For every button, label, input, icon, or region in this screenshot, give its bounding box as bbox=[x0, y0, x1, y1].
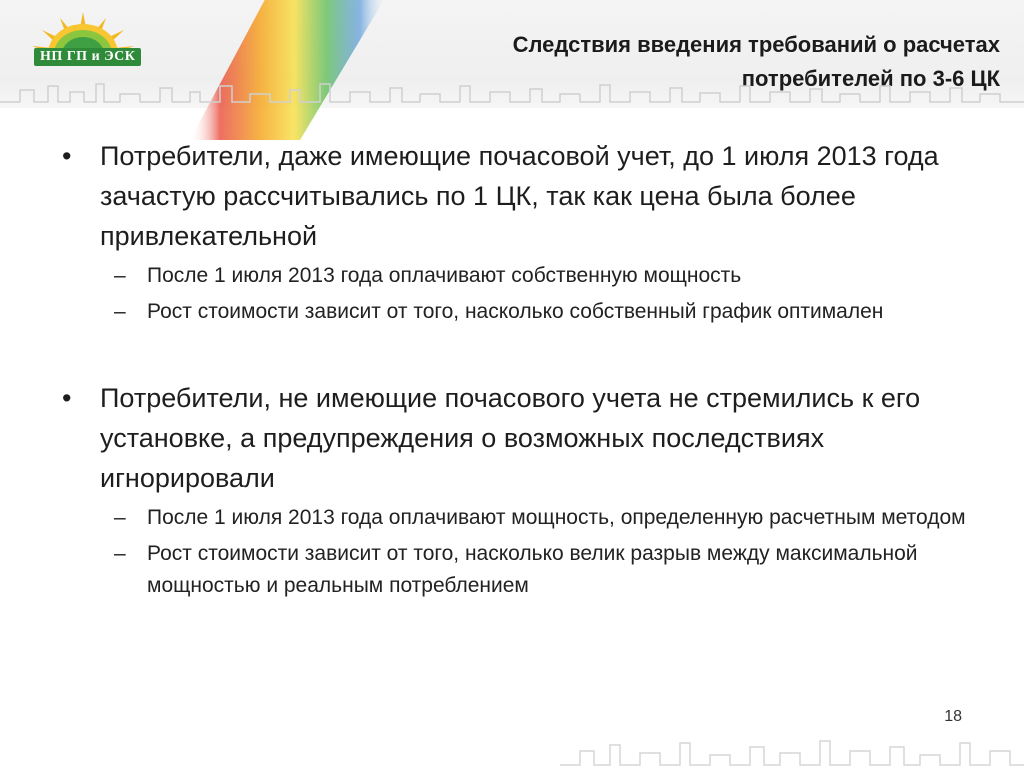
sub-bullet-item bbox=[62, 296, 982, 328]
dash-marker: – bbox=[114, 264, 126, 287]
slide-header bbox=[0, 0, 1024, 108]
title-line-1: Следствия введения требований о расчетах bbox=[512, 32, 1000, 57]
sub-bullet-text: После 1 июля 2013 года оплачивают собственную мощность bbox=[147, 264, 742, 287]
sub-bullet-item bbox=[62, 260, 982, 292]
bullet-text: Потребители, не имеющие почасового учета не стремились к его установке, а предупреждения о возможных последствиях игнорировали bbox=[100, 383, 921, 493]
title-line-2: потребителей по 3-6 ЦК bbox=[741, 66, 1000, 91]
sub-bullet-text: Рост стоимости зависит от того, насколько велик разрыв между максимальной мощностью и реальным потреблением bbox=[147, 542, 918, 597]
sub-bullet-text: Рост стоимости зависит от того, насколько собственный график оптимален bbox=[147, 300, 884, 323]
bullet-marker: • bbox=[62, 383, 72, 413]
bullet-item bbox=[62, 136, 982, 256]
sub-bullet-text: После 1 июля 2013 года оплачивают мощность, определенную расчетным методом bbox=[147, 506, 966, 529]
sub-bullet-item bbox=[62, 538, 982, 602]
dash-marker: – bbox=[114, 300, 126, 323]
logo-text: НП ГП и ЭСК bbox=[34, 48, 141, 66]
slide-body bbox=[62, 136, 982, 602]
dash-marker: – bbox=[114, 542, 126, 565]
bullet-item bbox=[62, 378, 982, 498]
bullet-text: Потребители, даже имеющие почасовой учет, до 1 июля 2013 года зачастую рассчитывались по 1 ЦК, так как цена была более привлекательной bbox=[100, 141, 939, 251]
city-skyline-footer-decoration bbox=[560, 735, 1024, 768]
bullet-marker: • bbox=[62, 141, 72, 171]
dash-marker: – bbox=[114, 506, 126, 529]
city-skyline-decoration bbox=[0, 80, 1024, 106]
sub-bullet-item bbox=[62, 502, 982, 534]
page-number: 18 bbox=[944, 708, 962, 725]
rainbow-stripe bbox=[150, 0, 390, 140]
